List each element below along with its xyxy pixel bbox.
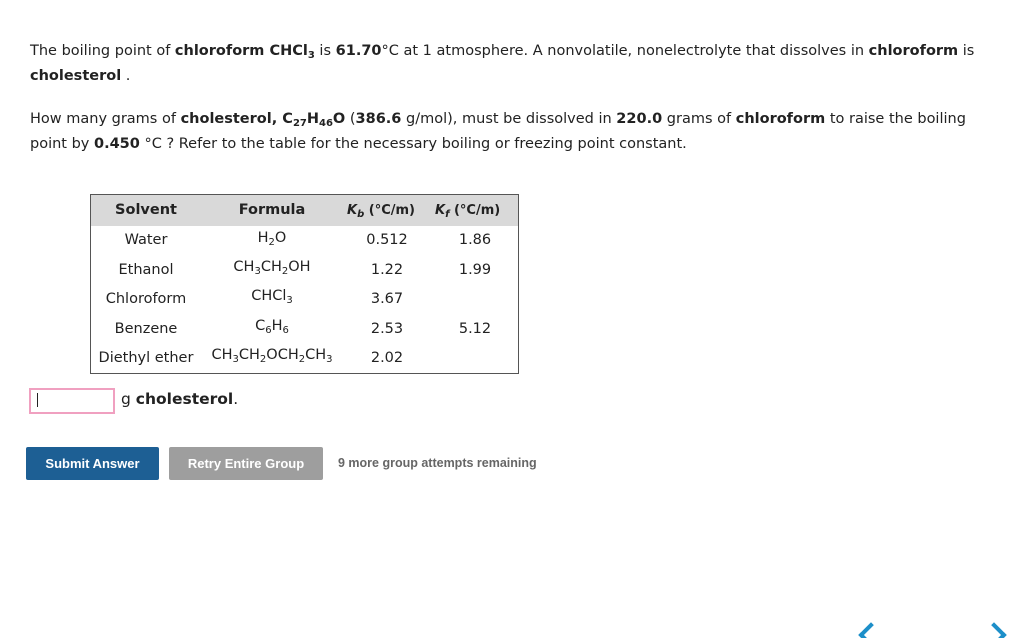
table-cell-kf: 1.86 xyxy=(458,232,492,248)
submit-answer-button[interactable]: Submit Answer xyxy=(26,447,159,480)
table-cell-formula: $CH_3CH_2OH$ xyxy=(233,259,311,277)
table-cell-kb: 3.67 xyxy=(370,291,404,307)
constants-table xyxy=(90,194,519,374)
table-cell-solvent: Chloroform xyxy=(105,291,187,307)
retry-group-button[interactable]: Retry Entire Group xyxy=(169,447,323,480)
table-cell-kb: 2.02 xyxy=(370,350,404,366)
table-cell-kb: 1.22 xyxy=(370,262,404,278)
table-cell-solvent: Ethanol xyxy=(118,262,174,278)
answer-input[interactable] xyxy=(29,388,115,414)
header-kb: $K_b$ (°C/m) xyxy=(347,203,415,220)
question-paragraph-1: The boiling point of chloroform CHCl$_3$ is 61.70°C at 1 atmosphere. A nonvolatile, nonelectrolyte that dissolves in chloroform is cholesterol . xyxy=(30,43,975,84)
table-cell-formula: $CH_3CH_2OCH_2CH_3$ xyxy=(211,347,333,365)
attempts-remaining-text: 9 more group attempts remaining xyxy=(338,456,537,470)
table-cell-solvent: Benzene xyxy=(114,321,178,337)
table-cell-kf: 5.12 xyxy=(458,321,492,337)
table-cell-solvent: Water xyxy=(124,232,168,248)
table-cell-kb: 0.512 xyxy=(366,232,408,248)
text-caret xyxy=(37,393,38,407)
question-paragraph-2: How many grams of cholesterol, $C_{27}H_{46}O$ (386.6 g/mol), must be dissolved in 220.0 grams of chloroform to raise the boiling point by 0.450 °C ? Refer to the table for the necessary boiling or freezing point constant. xyxy=(30,111,966,152)
chevron-right-icon[interactable] xyxy=(981,622,1006,638)
header-solvent: Solvent xyxy=(115,202,177,218)
header-kf: $K_f$ (°C/m) xyxy=(435,203,501,220)
table-cell-kf: 1.99 xyxy=(458,262,492,278)
table-cell-formula: $C_6H_6$ xyxy=(255,318,289,336)
table-cell-solvent: Diethyl ether xyxy=(98,350,194,366)
table-cell-formula: $H_2O$ xyxy=(257,230,287,248)
chevron-left-icon[interactable] xyxy=(858,622,883,638)
table-cell-kb: 2.53 xyxy=(370,321,404,337)
answer-unit-label: g cholesterol. xyxy=(121,390,239,408)
header-formula: Formula xyxy=(238,202,306,218)
table-cell-formula: CHCl$_3$ xyxy=(251,288,293,306)
